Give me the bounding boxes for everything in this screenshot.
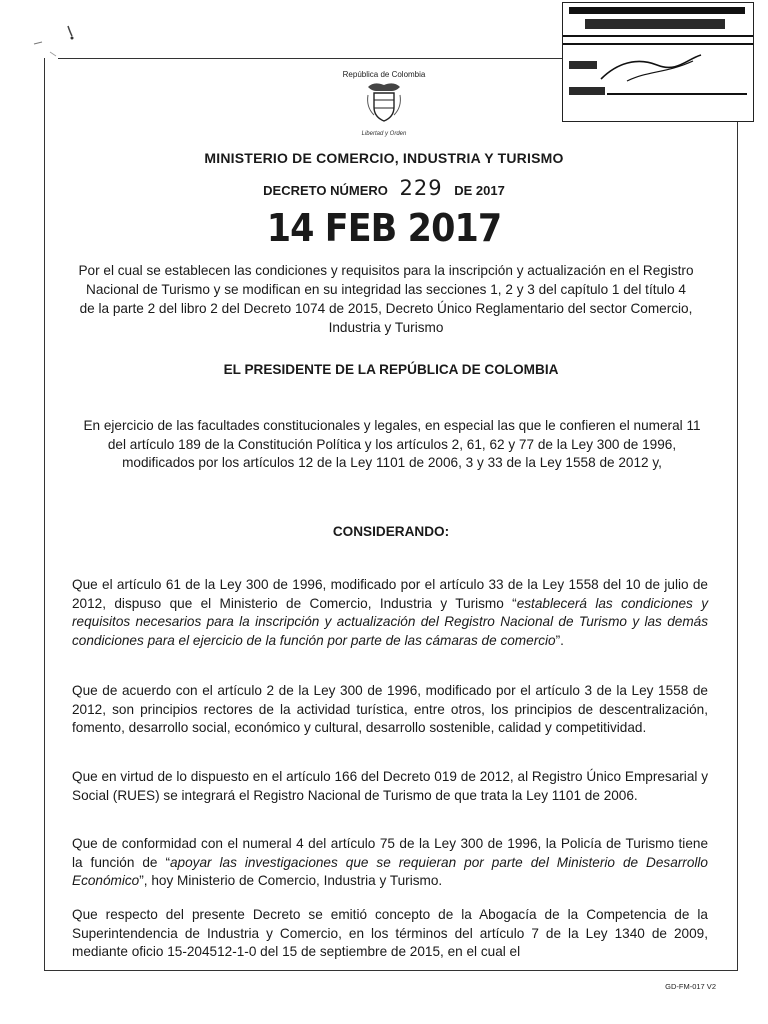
considerando-paragraph-5: Que respecto del presente Decreto se emitió concepto de la Abogacía de la Competencia de la Superintendencia de Industria y Comercio, en los términos del artículo 7 de la Ley 1340 de 2009, mediante oficio 15-204512-1-0 del 15 de septiembre de 2015, en el cual el	[72, 907, 708, 960]
ministry-title: MINISTERIO DE COMERCIO, INDUSTRIA Y TURISMO	[204, 150, 564, 166]
coat-of-arms-icon	[364, 81, 404, 125]
decree-year: 2017	[475, 183, 505, 198]
letterhead	[0, 70, 768, 137]
considerando-paragraph-4: Que de conformidad con el numeral 4 del artículo 75 de la Ley 300 de 1996, la Policía de Turismo tiene la función de “apoyar las investigaciones que se requieran por parte del Ministerio de Desarrollo Económico”, hoy Ministerio de Comercio, Industria y Turismo.	[72, 836, 708, 889]
president-title: EL PRESIDENTE DE LA REPÚBLICA DE COLOMBIA	[223, 362, 559, 377]
decree-summary: Por el cual se establecen las condiciones y requisitos para la inscripción y actualización en el Registro Nacional de Turismo y se modifican en su integridad las secciones 1, 2 y 3 del capítulo 1 del título 4 de la parte 2 del libro 2 del Decreto 1074 de 2015, Decreto Único Reglamentario del sector Comercio, Industria y Turismo	[78, 263, 694, 335]
decree-number: 229	[399, 176, 443, 200]
considerando-paragraph-1: Que el artículo 61 de la Ley 300 de 1996, modificado por el artículo 33 de la Ley 1558 del 10 de julio de 2012, dispuso que el Ministerio de Comercio, Industria y Turismo “establecerá las condiciones y requisitos necesarios para la inscripción y actualización del Registro Nacional de Turismo y las demás condiciones para el ejercicio de la función por parte de las cámaras de comercio”.	[72, 577, 709, 648]
considerando-heading: CONSIDERANDO:	[332, 524, 450, 539]
decree-de: DE	[454, 183, 473, 198]
date-stamp: 14 FEB 2017	[266, 206, 502, 250]
considerando-paragraph-2: Que de acuerdo con el artículo 2 de la Ley 300 de 1996, modificado por el artículo 3 de la Ley 1558 de 2012, son principios rectores de la actividad turística, entre otros, los principios de descentralización, fomento, desarrollo social, económico y cultural, desarrollo sostenible, calidad y competitividad.	[72, 683, 708, 736]
decree-prefix: DECRETO NÚMERO	[263, 183, 388, 198]
decree-heading	[0, 176, 768, 200]
republica-label: República de Colombia	[342, 70, 426, 79]
form-code: GD-FM-017 V2	[665, 982, 716, 991]
considerando-paragraph-3: Que en virtud de lo dispuesto en el artículo 166 del Decreto 019 de 2012, al Registro Único Empresarial y Social (RUES) se integrará el Registro Nacional de Turismo de que trata la Ley 1101 de 2006.	[72, 769, 708, 803]
motto: Libertad y Orden	[361, 131, 407, 137]
preamble: En ejercicio de las facultades constitucionales y legales, en especial las que le confieren el numeral 11 del artículo 189 de la Constitución Política y los artículos 2, 61, 62 y 77 de la Ley 300 de 1996, modificados por los artículos 12 de la Ley 1101 de 2006, 3 y 33 de la Ley 1558 de 2012 y,	[83, 418, 701, 470]
